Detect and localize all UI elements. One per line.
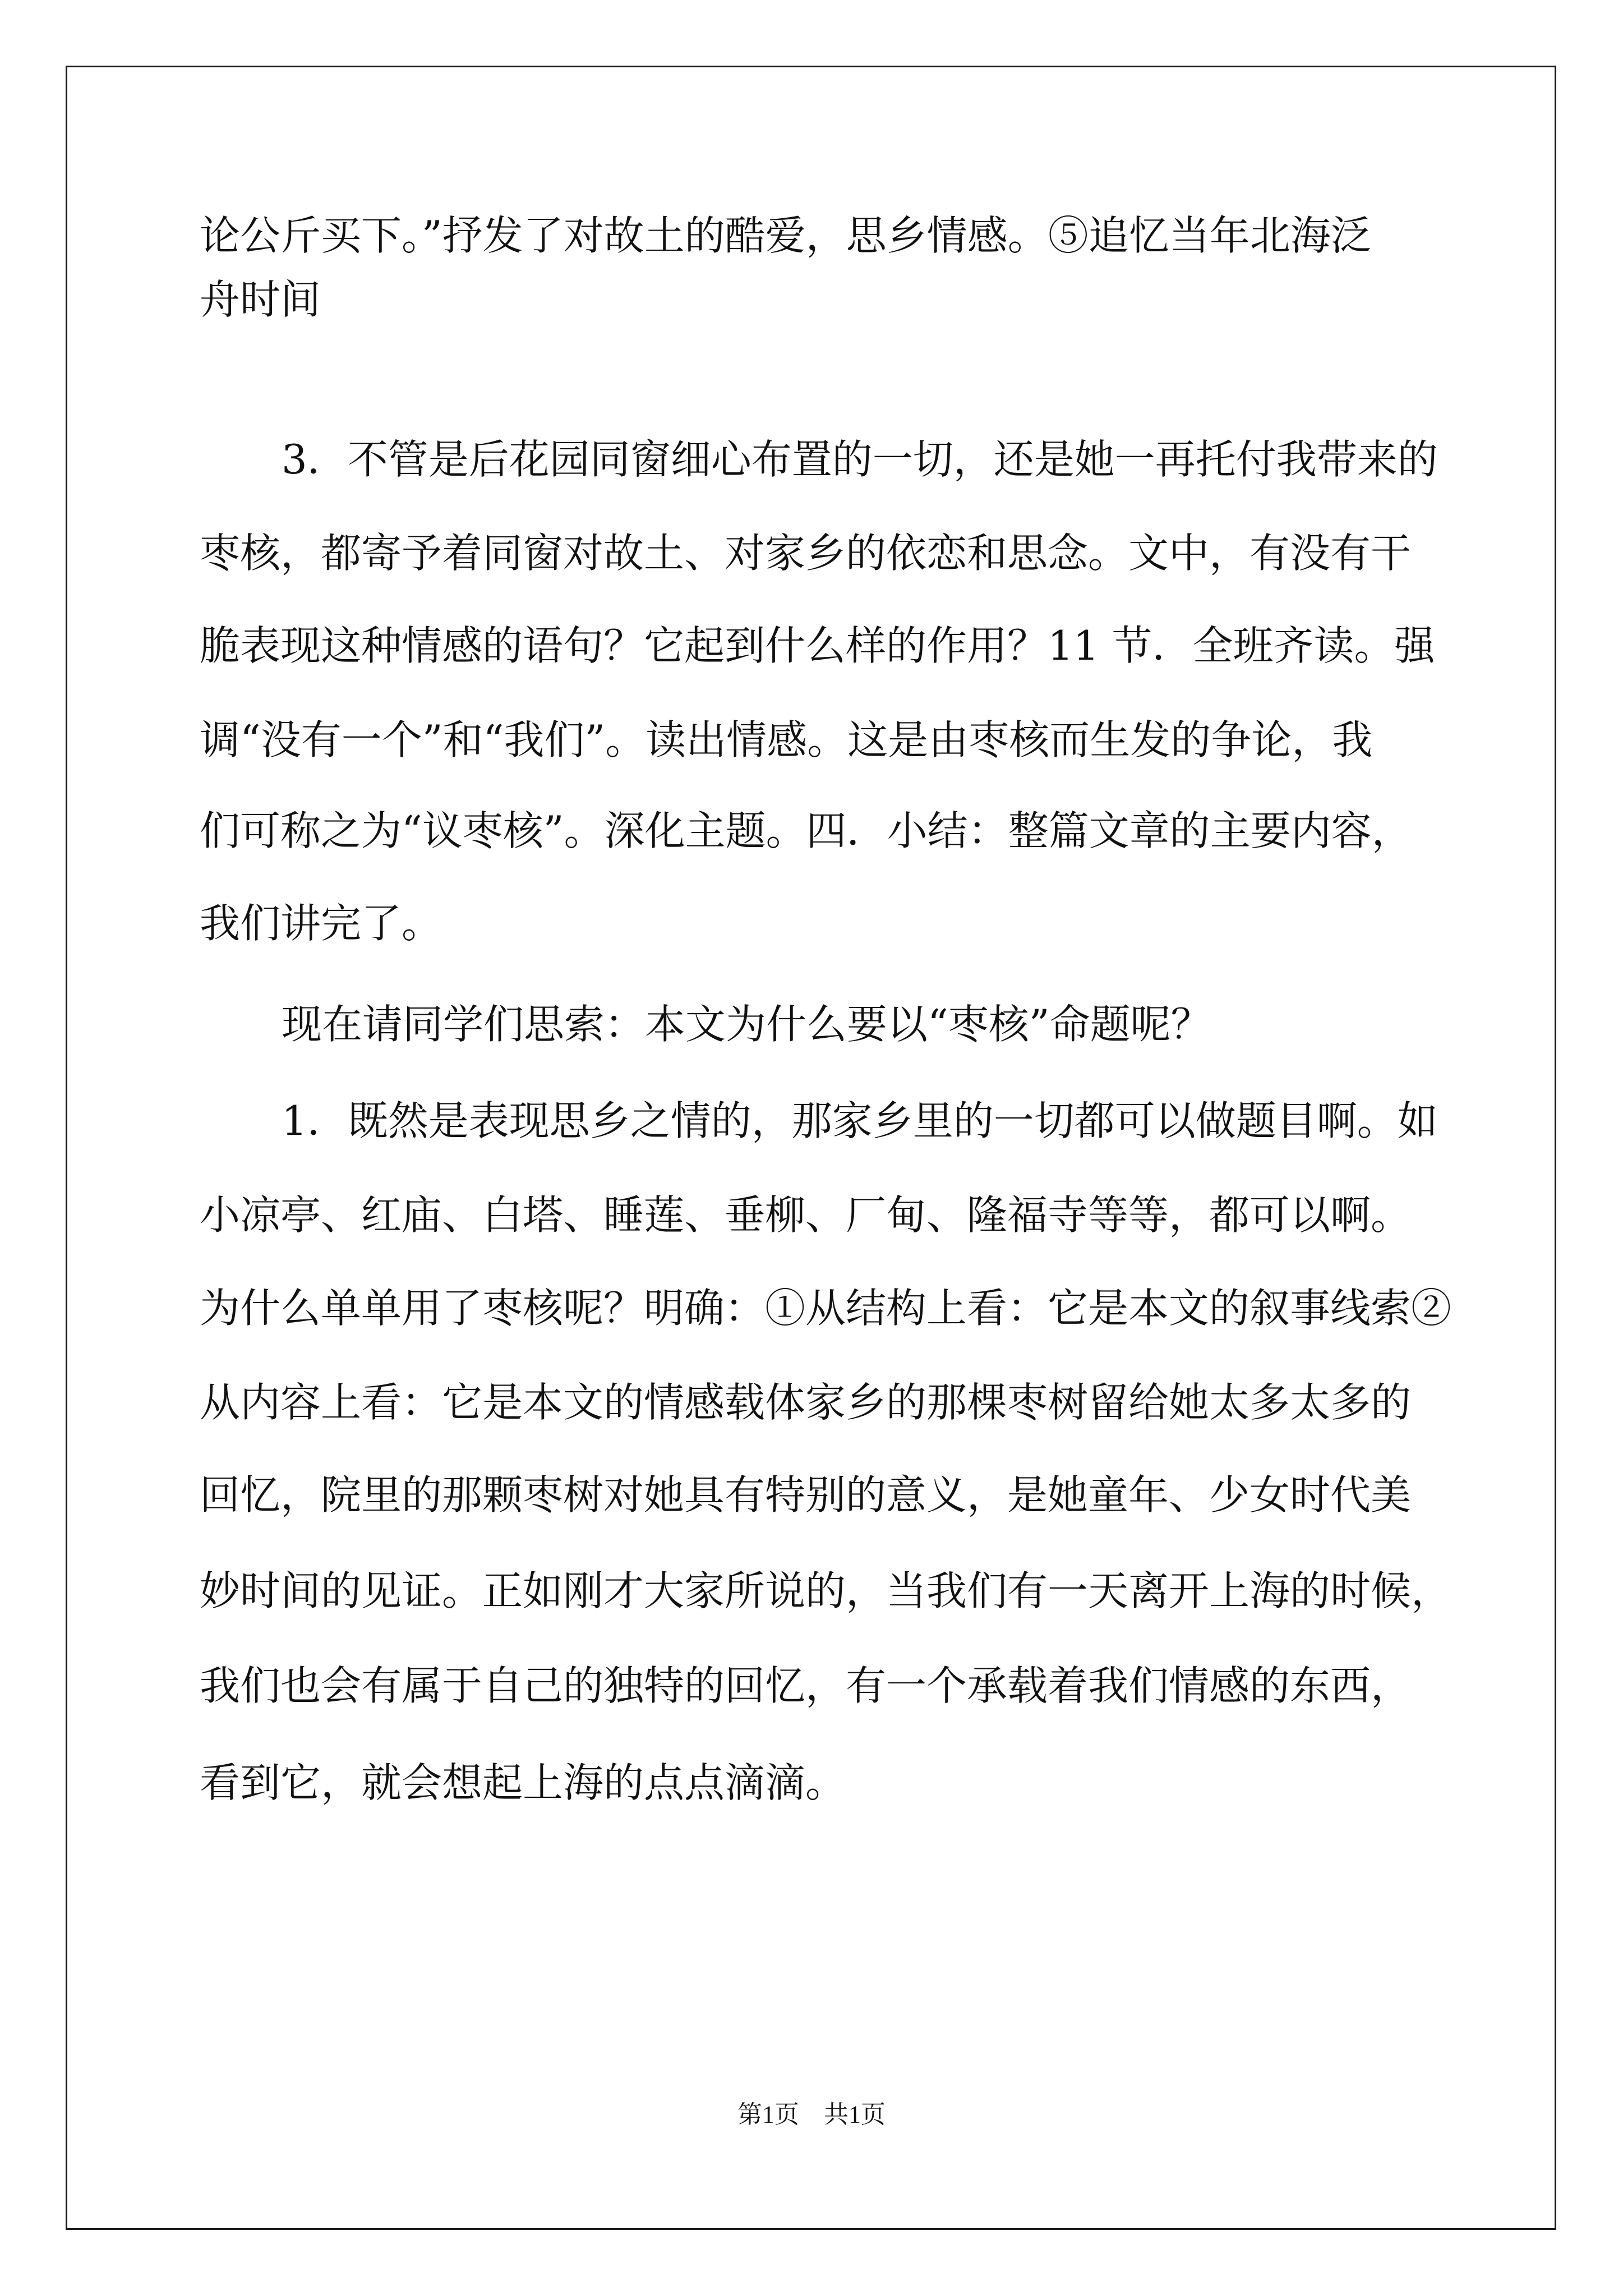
text-line: 我们讲完了。 — [200, 900, 442, 947]
page-footer: 第1页 共1页 — [737, 2101, 886, 2128]
text-line: 枣核，都寄予着同窗对故土、对家乡的依恋和思念。文中，有没有干 — [200, 530, 1412, 577]
page-border — [66, 66, 1556, 2230]
text-line: 看到它，就会想起上海的点点滴滴。 — [200, 1759, 846, 1806]
text-line: 论公斤买下。”抒发了对故土的酷爱，思乡情感。⑤追忆当年北海泛 — [200, 212, 1371, 259]
text-line: 从内容上看：它是本文的情感载体家乡的那棵枣树留给她太多太多的 — [200, 1379, 1412, 1426]
paragraph-start-line: 现在请同学们思索：本文为什么要以“枣核”命题呢？ — [282, 1001, 1211, 1048]
text-line: 脆表现这种情感的语句？它起到什么样的作用？11 节．全班齐读。强 — [200, 622, 1435, 669]
text-line: 妙时间的见证。正如刚才大家所说的，当我们有一天离开上海的时候， — [200, 1567, 1452, 1614]
text-line: 我们也会有属于自己的独特的回忆，有一个承载着我们情感的东西， — [200, 1662, 1412, 1709]
text-line: 调“没有一个”和“我们”。读出情感。这是由枣核而生发的争论，我 — [200, 716, 1373, 763]
text-line: 为什么单单用了枣核呢？明确：①从结构上看：它是本文的叙事线索② — [200, 1285, 1452, 1332]
text-line: 们可称之为“议枣核”。深化主题。四．小结：整篇文章的主要内容， — [200, 807, 1412, 854]
text-line: 回忆，院里的那颗枣树对她具有特别的意义，是她童年、少女时代美 — [200, 1471, 1412, 1519]
text-line: 舟时间 — [200, 276, 321, 323]
paragraph-start-line: 1．既然是表现思乡之情的，那家乡里的一切都可以做题目啊。如 — [282, 1097, 1438, 1144]
text-line: 小凉亭、红庙、白塔、睡莲、垂柳、厂甸、隆福寺等等，都可以啊。 — [200, 1191, 1412, 1239]
paragraph-start-line: 3．不管是后花园同窗细心布置的一切，还是她一再托付我带来的 — [282, 436, 1438, 483]
